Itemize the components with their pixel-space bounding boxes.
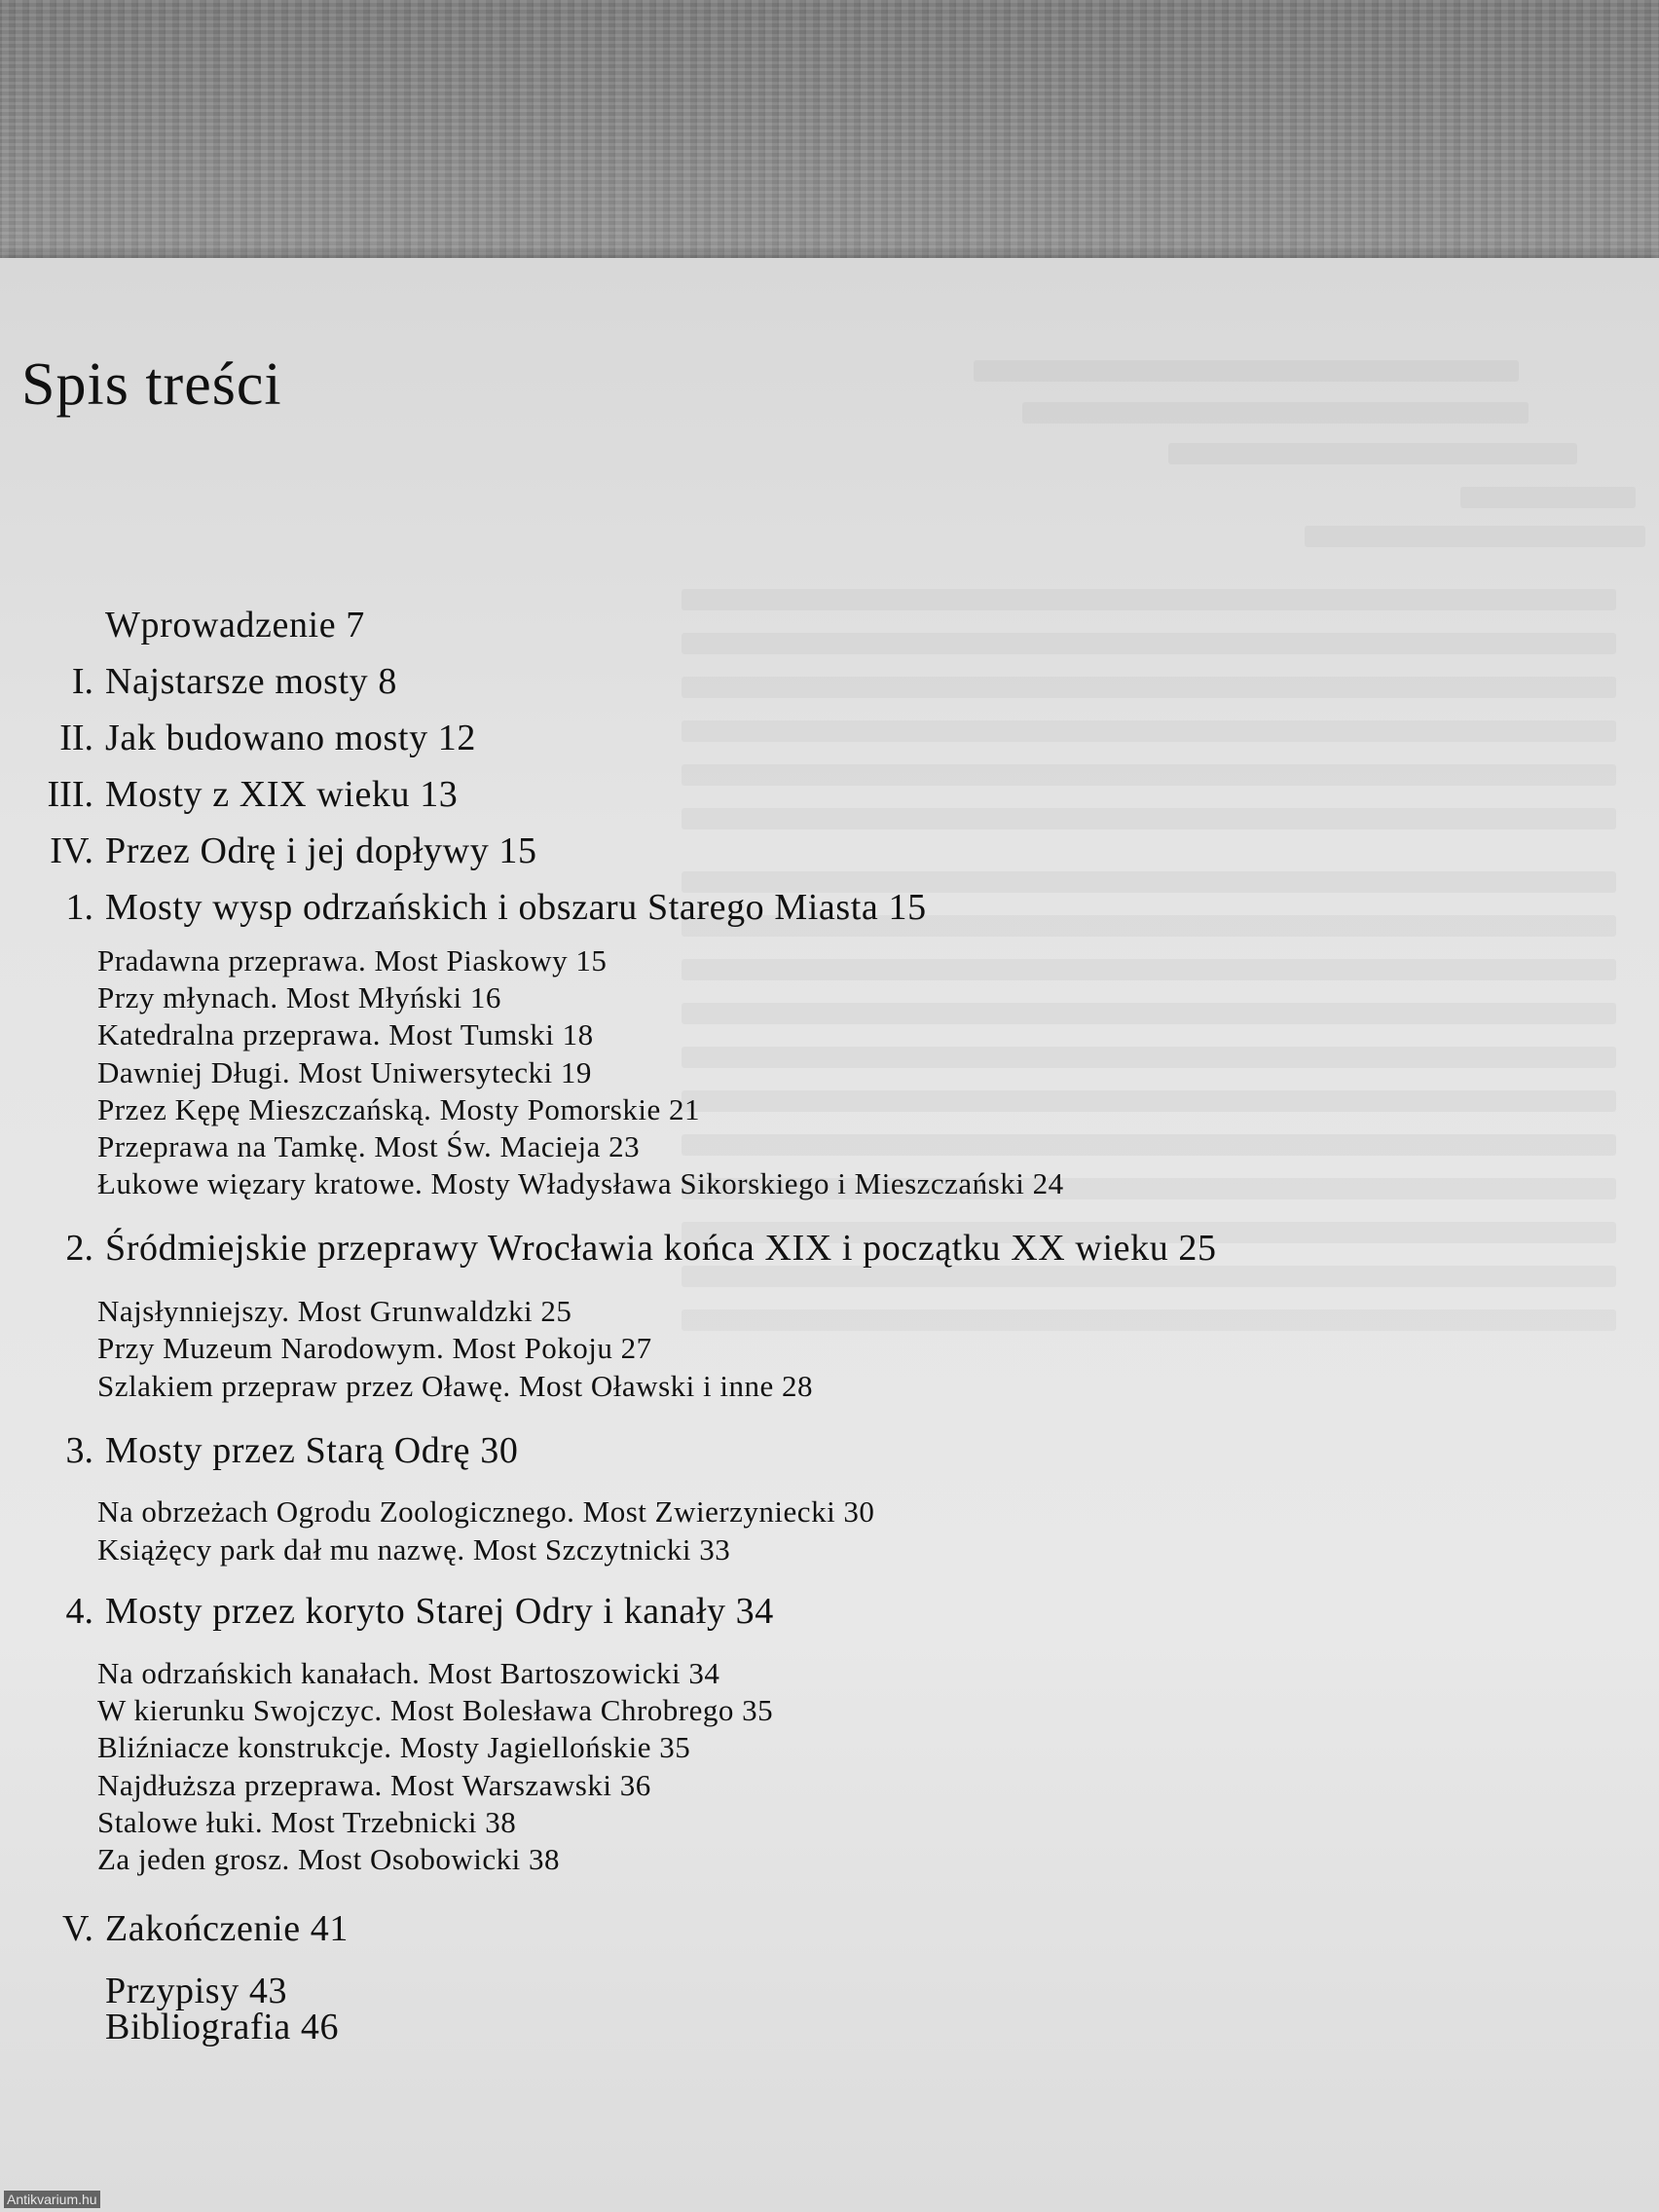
toc-entry-section: Pradawna przeprawa. Most Piaskowy 15: [97, 943, 608, 977]
toc-entry-chapter: Mosty przez koryto Starej Odry i kanały 34: [105, 1591, 774, 1632]
toc-entry-section: Stalowe łuki. Most Trzebnicki 38: [97, 1805, 517, 1839]
toc-entry-number: 4.: [65, 1591, 93, 1632]
toc-entry-section: Najdłuższa przeprawa. Most Warszawski 36: [97, 1768, 651, 1802]
toc-entry-chapter: Wprowadzenie 7: [105, 605, 365, 645]
toc-entry-number: IV.: [50, 830, 93, 871]
toc-entry-chapter: Zakończenie 41: [105, 1908, 350, 1949]
toc-entry-number: I.: [71, 661, 93, 702]
watermark: Antikvarium.hu: [4, 2191, 100, 2208]
table-of-contents: [0, 258, 1659, 2212]
toc-entry-chapter: Przez Odrę i jej dopływy 15: [105, 830, 537, 871]
toc-entry-section: Przeprawa na Tamkę. Most Św. Macieja 23: [97, 1129, 641, 1163]
toc-entry-section: Szlakiem przepraw przez Oławę. Most Oławski i inne 28: [97, 1369, 813, 1403]
toc-entry-section: Za jeden grosz. Most Osobowicki 38: [97, 1842, 561, 1876]
toc-entry-section: Na obrzeżach Ogrodu Zoologicznego. Most Zwierzyniecki 30: [97, 1494, 875, 1529]
toc-entry-chapter: Mosty z XIX wieku 13: [105, 774, 459, 815]
toc-entry-section: Najsłynniejszy. Most Grunwaldzki 25: [97, 1294, 572, 1328]
toc-entry-chapter: Najstarsze mosty 8: [105, 661, 397, 702]
toc-entry-number: II.: [59, 718, 93, 758]
toc-entry-number: III.: [47, 774, 93, 815]
toc-entry-section: Na odrzańskich kanałach. Most Bartoszowicki 34: [97, 1656, 720, 1690]
toc-entry-section: Łukowe więzary kratowe. Mosty Władysława Sikorskiego i Mieszczański 24: [97, 1166, 1064, 1200]
background-surface: [0, 0, 1659, 282]
toc-entry-section: Książęcy park dał mu nazwę. Most Szczytnicki 33: [97, 1532, 731, 1567]
toc-entry-section: Przy młynach. Most Młyński 16: [97, 980, 501, 1014]
toc-entry-section: W kierunku Swojczyc. Most Bolesława Chrobrego 35: [97, 1693, 774, 1727]
toc-entry-section: Dawniej Długi. Most Uniwersytecki 19: [97, 1055, 592, 1089]
toc-entry-section: Bliźniacze konstrukcje. Mosty Jagiellońskie 35: [97, 1730, 691, 1764]
toc-entry-number: 1.: [65, 887, 93, 928]
toc-entry-number: 2.: [65, 1228, 93, 1269]
page-title: Spis treści: [21, 351, 282, 418]
toc-entry-section: Przez Kępę Mieszczańską. Mosty Pomorskie 21: [97, 1092, 700, 1126]
toc-entry-section: Katedralna przeprawa. Most Tumski 18: [97, 1017, 594, 1051]
book-page: [0, 258, 1659, 2212]
toc-entry-chapter: Bibliografia 46: [105, 2007, 340, 2047]
toc-entry-chapter: Przypisy 43: [105, 1971, 288, 2011]
toc-entry-number: V.: [61, 1908, 93, 1949]
toc-entry-chapter: Jak budowano mosty 12: [105, 718, 476, 758]
toc-entry-number: 3.: [65, 1430, 93, 1471]
toc-entry-chapter: Mosty przez Starą Odrę 30: [105, 1430, 519, 1471]
toc-entry-chapter: Mosty wysp odrzańskich i obszaru Starego Miasta 15: [105, 887, 927, 928]
toc-entry-section: Przy Muzeum Narodowym. Most Pokoju 27: [97, 1331, 652, 1365]
toc-entry-chapter: Śródmiejskie przeprawy Wrocławia końca XIX i początku XX wieku 25: [105, 1228, 1217, 1269]
